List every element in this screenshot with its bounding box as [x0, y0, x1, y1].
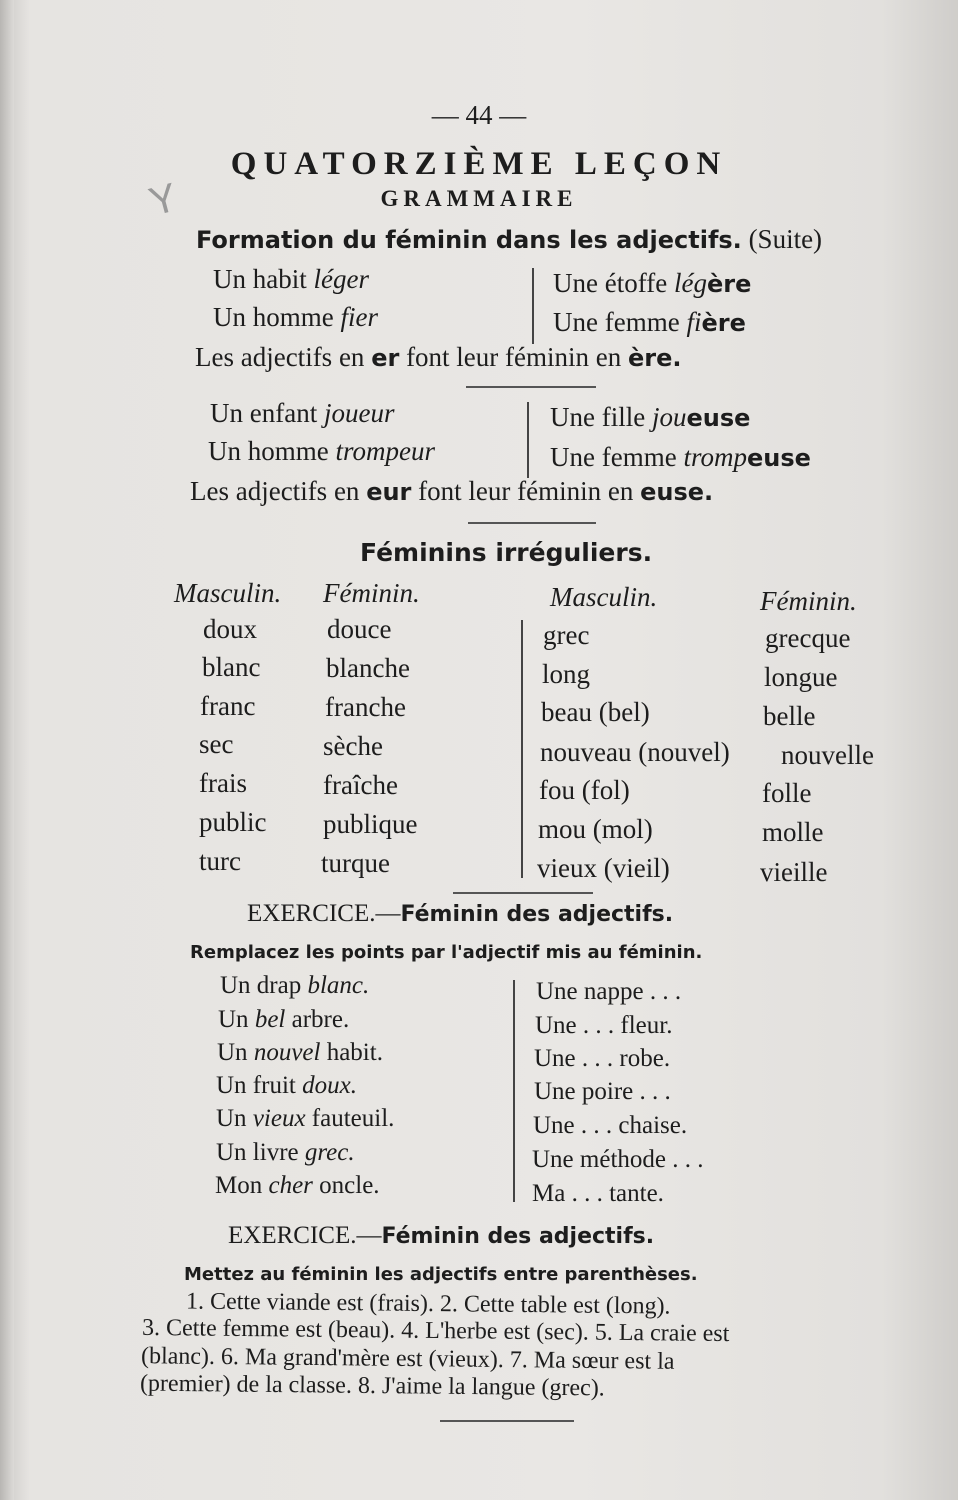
irregular-right-fem: molle [762, 817, 824, 847]
irregular-left-fem: sèche [323, 731, 383, 761]
page-spine [0, 0, 14, 1500]
lesson-title: QUATORZIÈME LEÇON [230, 146, 728, 182]
exercise2-line: 1. Cette viande est (frais). 2. Cette table est (long). [185, 1288, 671, 1320]
rule-heading [196, 224, 822, 255]
irregular-right-fem: belle [763, 701, 816, 731]
rule1-fem-row-2: Une femme fière [553, 307, 746, 337]
exercise1-left-item: Mon cher oncle. [215, 1172, 380, 1199]
irregular-left-fem: franche [325, 692, 406, 722]
exercise1-right-item: Une . . . robe. [534, 1045, 671, 1072]
irregular-right-fem: folle [762, 778, 812, 808]
irregular-right-fem: grecque [765, 623, 851, 653]
rule2-masc-row-2: Un homme trompeur [208, 436, 435, 466]
irregular-header-masc-right: Masculin. [550, 582, 658, 612]
exercise1-left-item: Un drap blanc. [220, 972, 370, 999]
exercise1-left-item: Un fruit doux. [216, 1072, 357, 1099]
irregular-left-fem: blanche [326, 653, 410, 683]
exercise1-right-item: Ma . . . tante. [532, 1180, 664, 1207]
exercise1-left-item: Un vieux fauteuil. [216, 1105, 395, 1132]
exercise1-left-item: Un bel arbre. [218, 1006, 350, 1033]
irregular-right-masc: vieux (vieil) [537, 853, 670, 883]
rule1-divider [532, 268, 534, 344]
irregular-right-masc: beau (bel) [541, 697, 650, 727]
irregular-left-masc: turc [199, 846, 241, 876]
irregular-left-masc: franc [200, 691, 256, 721]
irregular-header-fem-left: Féminin. [323, 578, 420, 608]
irregular-divider [521, 620, 523, 878]
exercise1-right-item: Une méthode . . . [532, 1146, 704, 1173]
rule2-divider [527, 402, 529, 478]
exercise1-heading: EXERCICE.—Féminin des adjectifs. [247, 900, 674, 927]
irregular-left-masc: public [199, 807, 267, 837]
rule1-masc-row-1: Un habit léger [213, 264, 369, 294]
irregular-right-masc: fou (fol) [539, 775, 630, 805]
exercise1-right-item: Une . . . fleur. [535, 1012, 673, 1039]
irregular-right-masc: long [542, 659, 591, 689]
footer-separator [440, 1420, 574, 1422]
exercise1-right-item: Une poire . . . [534, 1078, 671, 1105]
irregular-left-masc: frais [199, 768, 247, 798]
exercise2-line: (premier) de la classe. 8. J'aime la langue (grec). [139, 1370, 605, 1402]
irregular-header-masc-left: Masculin. [174, 578, 282, 608]
rule-heading-suffix: (Suite) [748, 224, 823, 254]
rule2-fem-row-2: Une femme trompeuse [550, 442, 811, 472]
irregular-left-masc: doux [203, 614, 257, 644]
exercise2-instruction: Mettez au féminin les adjectifs entre parenthèses. [184, 1264, 698, 1285]
rule-separator-1 [466, 386, 596, 388]
exercise2-line: (blanc). 6. Ma grand'mère est (vieux). 7. Ma sœur est la [140, 1343, 675, 1375]
exercise1-instruction: Remplacez les points par l'adjectif mis au féminin. [190, 942, 703, 963]
irregular-left-fem: turque [321, 848, 390, 878]
rule1-masc-row-2: Un homme fier [213, 302, 378, 332]
rule1-summary: Les adjectifs en er font leur féminin en ère. [195, 342, 682, 372]
exercise1-left-item: Un nouvel habit. [217, 1039, 383, 1066]
exercise2-heading: EXERCICE.—Féminin des adjectifs. [228, 1222, 655, 1249]
rule-separator-2 [468, 522, 596, 524]
exercise1-left-item: Un livre grec. [216, 1139, 355, 1166]
rule1-fem-row-1: Une étoffe légère [553, 268, 752, 298]
exercise1-right-item: Une nappe . . . [536, 978, 682, 1005]
exercise1-right-item: Une . . . chaise. [533, 1112, 688, 1139]
irregular-left-masc: blanc [202, 652, 261, 682]
irregular-title: Féminins irréguliers. [360, 538, 653, 567]
irregular-left-fem: douce [327, 614, 392, 644]
section-separator-1 [453, 892, 593, 894]
irregular-right-fem: longue [764, 662, 838, 692]
rule-heading-main: Formation du féminin dans les adjectifs. [196, 226, 742, 254]
irregular-left-fem: publique [323, 809, 418, 839]
exercise1-divider [513, 980, 515, 1202]
page-number: — 44 — [431, 100, 527, 130]
irregular-right-fem: nouvelle [781, 740, 874, 770]
irregular-left-fem: fraîche [323, 770, 398, 800]
rule2-masc-row-1: Un enfant joueur [210, 398, 395, 428]
exercise2-line: 3. Cette femme est (beau). 4. L'herbe est (sec). 5. La craie est [141, 1314, 730, 1348]
irregular-right-fem: vieille [760, 857, 828, 887]
irregular-right-masc: nouveau (nouvel) [540, 737, 730, 767]
pencil-mark: Y [144, 175, 182, 225]
irregular-right-masc: grec [543, 620, 590, 650]
rule2-fem-row-1: Une fille joueuse [550, 402, 751, 432]
irregular-right-masc: mou (mol) [538, 814, 653, 844]
section-title: GRAMMAIRE [380, 186, 578, 211]
rule2-summary: Les adjectifs en eur font leur féminin en euse. [190, 476, 714, 506]
irregular-left-masc: sec [199, 729, 234, 759]
irregular-header-fem-right: Féminin. [760, 586, 857, 616]
